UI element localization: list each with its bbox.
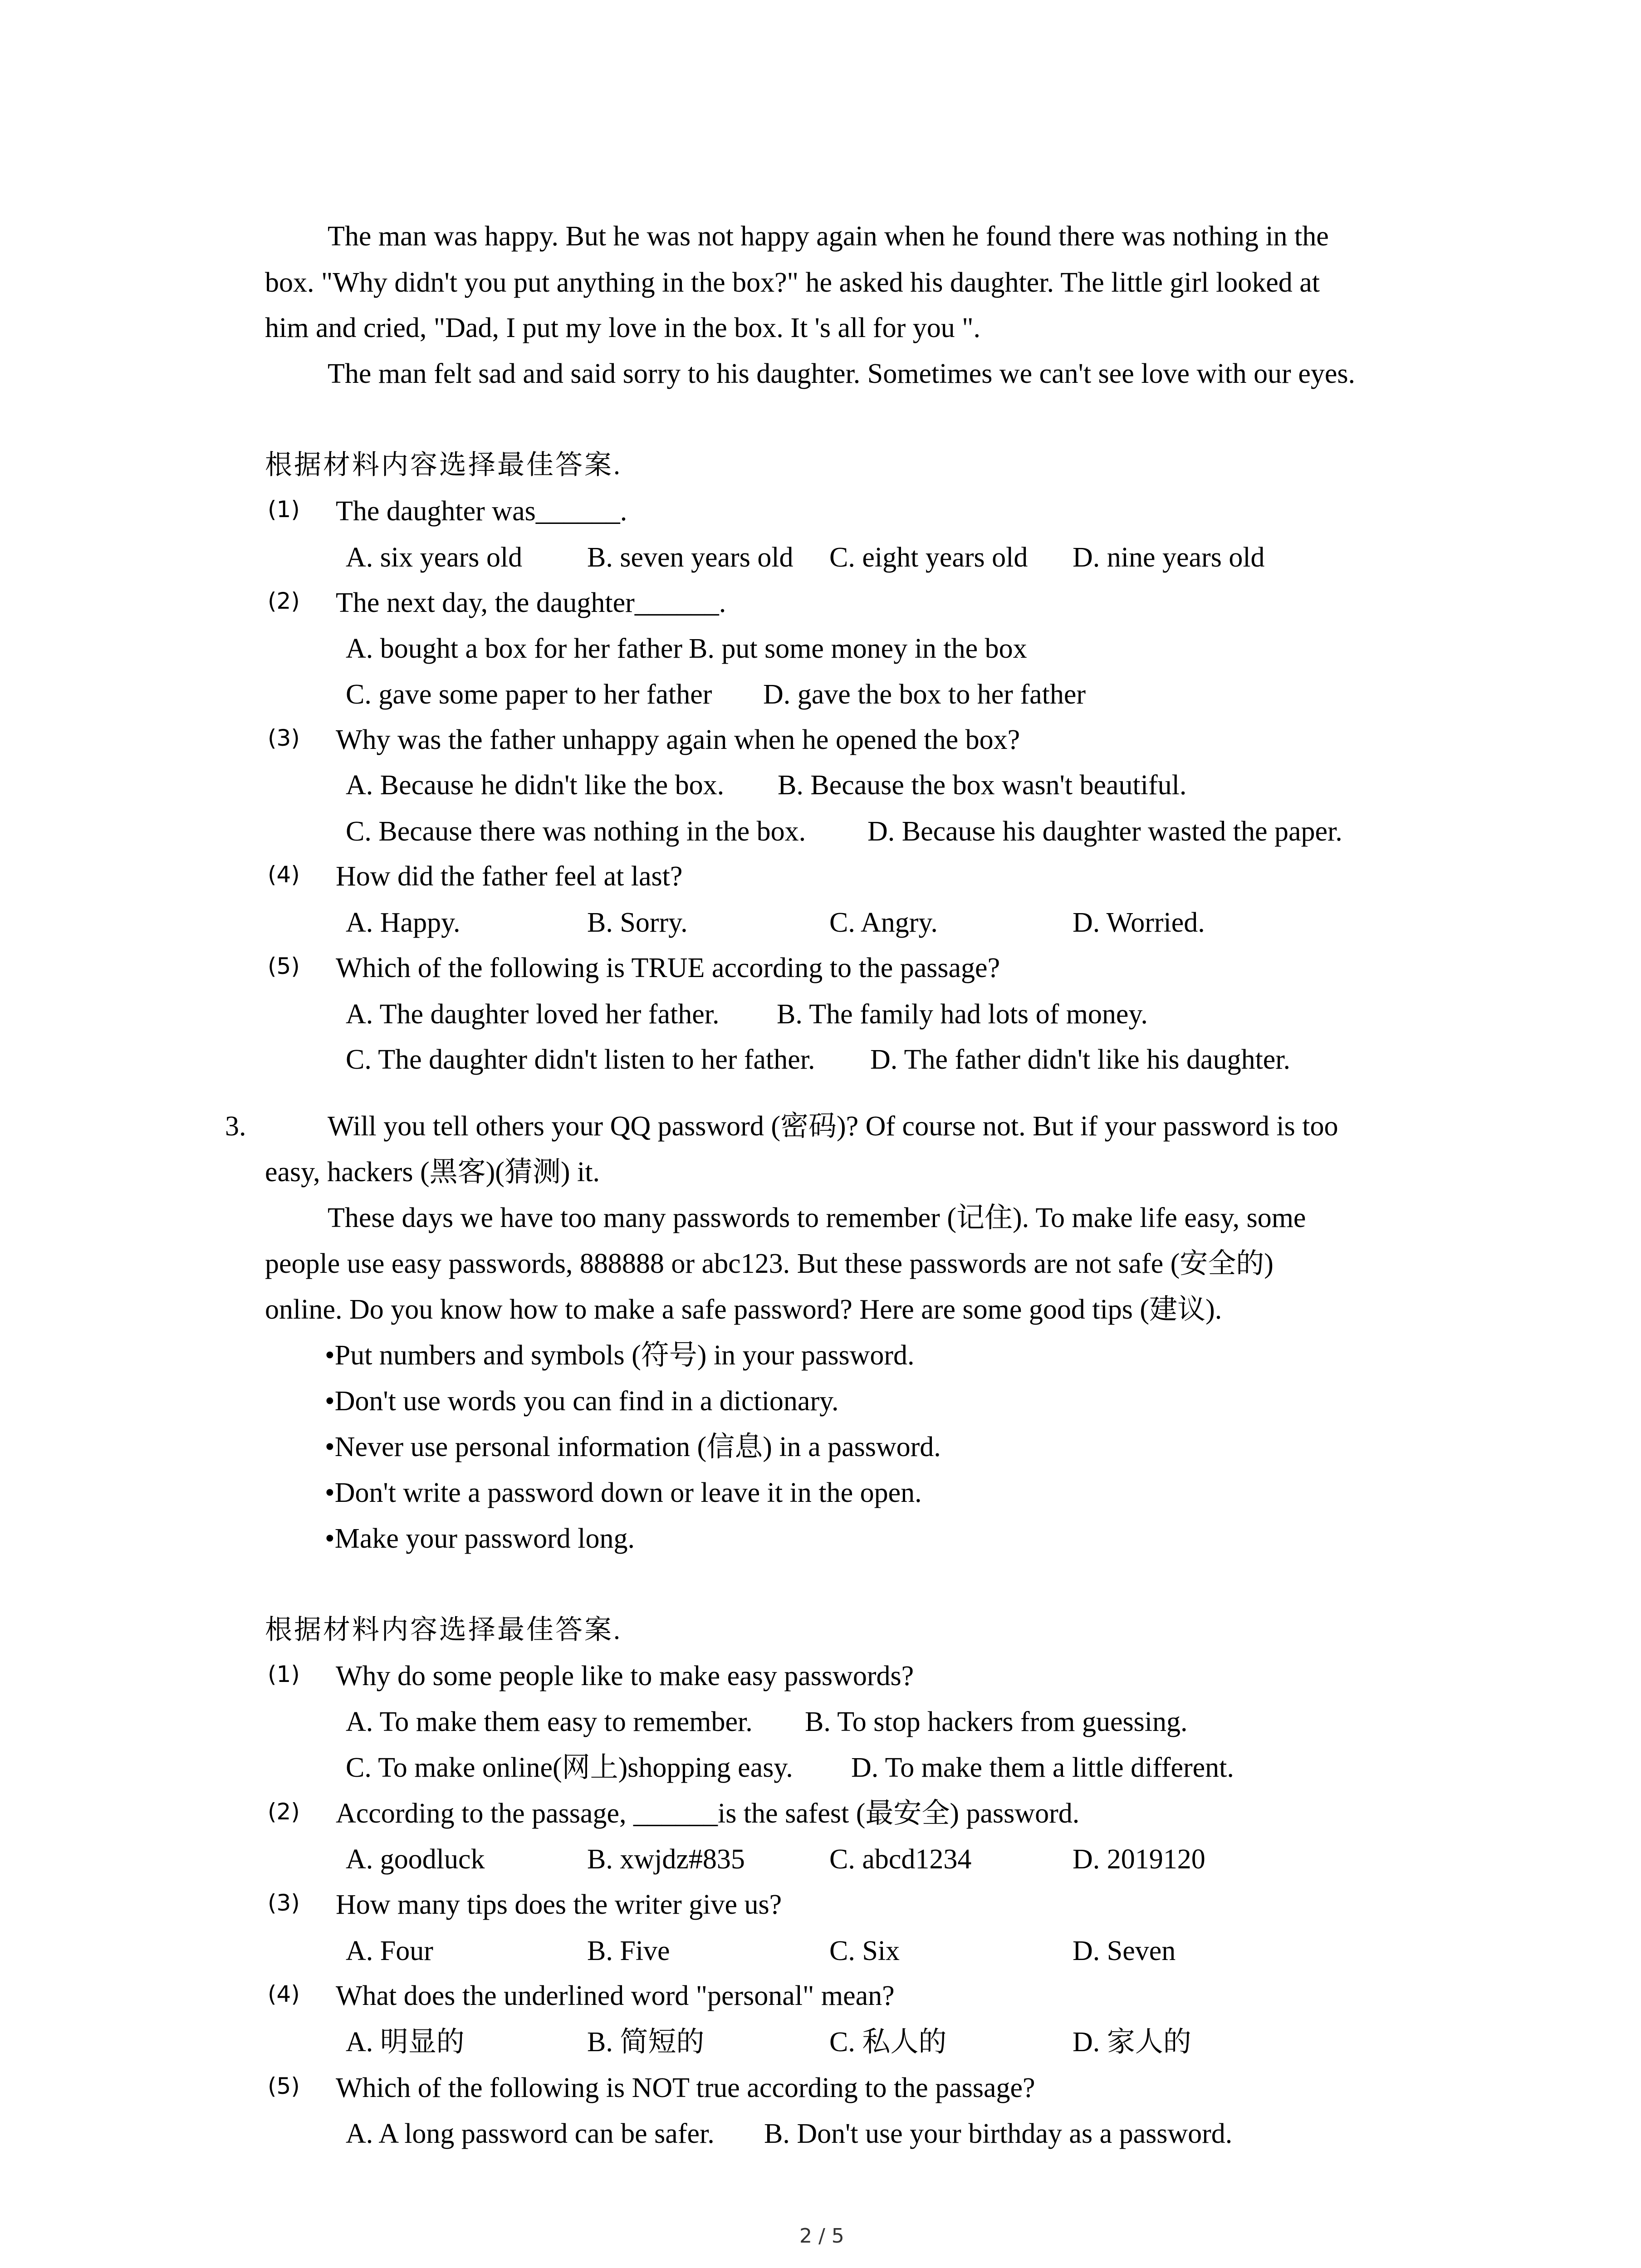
option: C. 私人的 (829, 2027, 947, 2058)
option: D. The father didn't like his daughter. (870, 1044, 1291, 1075)
option: B. 简短的 (587, 2027, 705, 2058)
question-number: (4) (268, 1981, 300, 2007)
option: B. put some money in the box (689, 633, 1027, 664)
option: D. Worried. (1073, 907, 1205, 938)
passage-line: him and cried, "Dad, I put my love in the box. It 's all for you ". (265, 313, 981, 343)
question-text: Why was the father unhappy again when he opened the box? (336, 724, 1020, 755)
question-text: How many tips does the writer give us? (336, 1889, 782, 1920)
option: D. 家人的 (1073, 2027, 1191, 2058)
page-number: 2 / 5 (799, 2224, 844, 2248)
option: A. bought a box for her father (346, 633, 683, 664)
option: A. Because he didn't like the box. (346, 770, 725, 801)
section-number: 3. (225, 1111, 246, 1142)
option: B. To stop hackers from guessing. (805, 1706, 1188, 1737)
option: D. 2019120 (1073, 1844, 1205, 1875)
instruction: 根据材料内容选择最佳答案. (265, 1615, 622, 1645)
passage-line: easy, hackers (黑客)(猜测) it. (265, 1157, 600, 1188)
option: A. goodluck (346, 1844, 485, 1875)
option: D. gave the box to her father (763, 679, 1086, 710)
option: A. Four (346, 1936, 433, 1966)
option: B. Because the box wasn't beautiful. (778, 770, 1187, 801)
passage-line: Will you tell others your QQ password (密码)? Of course not. But if your password is too (328, 1111, 1338, 1142)
option: B. xwjdz#835 (587, 1844, 745, 1875)
question-text: How did the father feel at last? (336, 861, 683, 892)
question-text: Which of the following is TRUE according to the passage? (336, 953, 1000, 983)
option: B. Five (587, 1936, 670, 1966)
option: B. The family had lots of money. (777, 999, 1148, 1030)
option: B. Don't use your birthday as a password. (764, 2118, 1233, 2149)
tip-line: •Make your password long. (325, 1523, 635, 1554)
passage-line: These days we have too many passwords to remember (记住). To make life easy, some (328, 1202, 1306, 1233)
option: B. Sorry. (587, 907, 688, 938)
question-text: What does the underlined word "personal" mean? (336, 1980, 895, 2011)
passage-line: online. Do you know how to make a safe password? Here are some good tips (建议). (265, 1294, 1222, 1325)
question-text: The daughter was______. (336, 496, 627, 527)
question-text: Which of the following is NOT true according to the passage? (336, 2072, 1035, 2103)
question-number: (3) (268, 725, 300, 751)
option: C. eight years old (829, 542, 1028, 573)
option: A. To make them easy to remember. (346, 1706, 753, 1737)
question-number: (5) (268, 2073, 300, 2099)
option: A. 明显的 (346, 2027, 465, 2058)
option: D. Because his daughter wasted the paper. (867, 816, 1342, 847)
question-number: (1) (268, 496, 300, 523)
question-text: The next day, the daughter______. (336, 587, 726, 618)
option: C. Because there was nothing in the box. (346, 816, 806, 847)
option: C. abcd1234 (829, 1844, 972, 1875)
option: A. A long password can be safer. (346, 2118, 715, 2149)
question-number: (4) (268, 861, 300, 888)
passage-line: people use easy passwords, 888888 or abc123. But these passwords are not safe (安全的) (265, 1248, 1274, 1279)
tip-line: •Don't use words you can find in a dictionary. (325, 1386, 839, 1417)
option: A. six years old (346, 542, 523, 573)
question-number: (1) (268, 1661, 300, 1687)
question-text: Why do some people like to make easy passwords? (336, 1661, 914, 1691)
passage-line: box. "Why didn't you put anything in the box?" he asked his daughter. The little girl looked at (265, 267, 1320, 298)
tip-line: •Put numbers and symbols (符号) in your password. (325, 1340, 915, 1371)
question-number: (3) (268, 1890, 300, 1916)
option: C. To make online(网上)shopping easy. (346, 1752, 793, 1783)
passage-line: The man was happy. But he was not happy again when he found there was nothing in the (328, 221, 1329, 252)
option: D. To make them a little different. (851, 1752, 1234, 1783)
question-number: (5) (268, 953, 300, 979)
tip-line: •Don't write a password down or leave it in the open. (325, 1477, 922, 1508)
option: B. seven years old (587, 542, 794, 573)
option: C. Angry. (829, 907, 938, 938)
option: C. The daughter didn't listen to her father. (346, 1044, 815, 1075)
option: D. Seven (1073, 1936, 1176, 1966)
question-text: According to the passage, ______is the safest (最安全) password. (336, 1798, 1080, 1829)
option: D. nine years old (1073, 542, 1265, 573)
option: A. The daughter loved her father. (346, 999, 720, 1030)
instruction: 根据材料内容选择最佳答案. (265, 450, 622, 480)
question-number: (2) (268, 588, 300, 614)
tip-line: •Never use personal information (信息) in a password. (325, 1432, 941, 1462)
option: C. Six (829, 1936, 900, 1966)
option: C. gave some paper to her father (346, 679, 712, 710)
option: A. Happy. (346, 907, 460, 938)
passage-line: The man felt sad and said sorry to his daughter. Sometimes we can't see love with our eyes. (328, 358, 1355, 389)
question-number: (2) (268, 1799, 300, 1825)
